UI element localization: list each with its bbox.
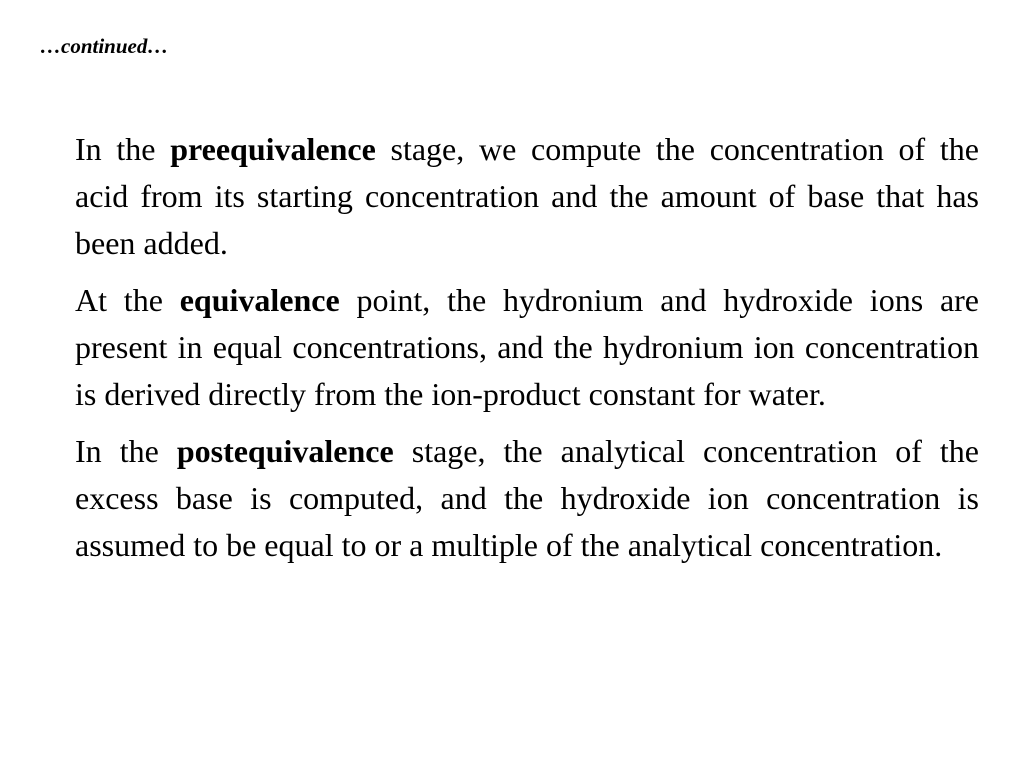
paragraph-postequivalence: [75, 428, 979, 569]
paragraph-text: In the: [75, 433, 177, 469]
term-postequivalence: postequivalence: [176, 433, 394, 469]
paragraph-text: point, the hydronium and hydroxide ions are present in equal concentrations, and the hydronium ion concentration is derived directly from the ion-product constant for water.: [75, 282, 980, 412]
continued-label: …continued…: [40, 34, 169, 58]
slide-body: [75, 126, 979, 579]
paragraph-text: At the: [75, 282, 180, 318]
paragraph-equivalence: [75, 277, 979, 418]
paragraph-preequivalence: [75, 126, 979, 267]
paragraph-text: stage, the analytical concentration of the excess base is computed, and the hydroxide ion concentration is assumed to be equal to or a multiple of the analytical concentration.: [75, 433, 979, 563]
paragraph-text: In the: [75, 131, 171, 167]
paragraph-text: stage, we compute the concentration of the acid from its starting concentration and the amount of base that has been added.: [75, 131, 980, 261]
term-preequivalence: preequivalence: [170, 131, 376, 167]
term-equivalence: equivalence: [179, 282, 340, 318]
